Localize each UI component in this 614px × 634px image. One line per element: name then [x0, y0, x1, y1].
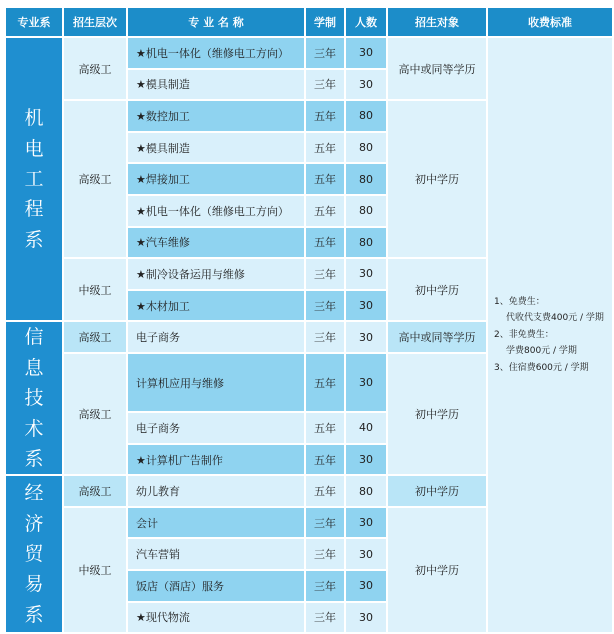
- years-cell: 三年: [306, 291, 344, 321]
- department-name-char: 技: [24, 387, 44, 410]
- major-name-cell: ★模具制造: [128, 70, 304, 100]
- target-cell: 初中学历: [388, 259, 486, 320]
- count-cell: 30: [346, 259, 386, 289]
- table-body: [6, 38, 612, 632]
- level-cell: 中级工: [64, 259, 126, 320]
- count-cell: 30: [346, 603, 386, 633]
- major-name-cell: 汽车营销: [128, 539, 304, 569]
- major-name-cell: ★现代物流: [128, 603, 304, 633]
- major-name-cell: ★模具制造: [128, 133, 304, 163]
- years-cell: 三年: [306, 603, 344, 633]
- level-cell: 高级工: [64, 476, 126, 506]
- years-cell: 五年: [306, 413, 344, 443]
- years-cell: 五年: [306, 445, 344, 475]
- header-level: 招生层次: [64, 8, 126, 36]
- major-name-cell: 幼儿教育: [128, 476, 304, 506]
- years-cell: 三年: [306, 539, 344, 569]
- count-cell: 30: [346, 354, 386, 411]
- admissions-table: [4, 6, 614, 634]
- major-name-cell: ★制冷设备运用与维修: [128, 259, 304, 289]
- department-name-char: 贸: [24, 543, 44, 566]
- fee-line: 学费800元 / 学期: [506, 346, 577, 357]
- major-name-cell: ★数控加工: [128, 101, 304, 131]
- header-target: 招生对象: [388, 8, 486, 36]
- years-cell: 五年: [306, 228, 344, 258]
- department-name-cell: [6, 476, 62, 632]
- department-name-char: 电: [24, 137, 44, 160]
- years-cell: 五年: [306, 164, 344, 194]
- target-cell: 初中学历: [388, 508, 486, 632]
- major-name-cell: 电子商务: [128, 322, 304, 352]
- count-cell: 80: [346, 164, 386, 194]
- major-name-cell: ★焊接加工: [128, 164, 304, 194]
- years-cell: 五年: [306, 476, 344, 506]
- years-cell: 三年: [306, 38, 344, 68]
- department-name-char: 工: [24, 167, 44, 190]
- department-name-char: 系: [24, 228, 44, 251]
- department-name-char: 机: [24, 107, 44, 130]
- years-cell: 五年: [306, 354, 344, 411]
- department-name-char: 信: [24, 326, 44, 349]
- department-name-char: 济: [24, 512, 44, 535]
- department-name-char: 术: [24, 417, 44, 440]
- count-cell: 80: [346, 476, 386, 506]
- major-name-cell: 饭店（酒店）服务: [128, 571, 304, 601]
- target-cell: 初中学历: [388, 476, 486, 506]
- count-cell: 80: [346, 228, 386, 258]
- header-row: [6, 8, 612, 36]
- major-name-cell: ★计算机广告制作: [128, 445, 304, 475]
- years-cell: 三年: [306, 508, 344, 538]
- years-cell: 五年: [306, 101, 344, 131]
- count-cell: 40: [346, 413, 386, 443]
- fee-line: 代收代支费400元 / 学期: [506, 313, 604, 324]
- count-cell: 30: [346, 445, 386, 475]
- major-name-cell: 电子商务: [128, 413, 304, 443]
- major-name-cell: 计算机应用与维修: [128, 354, 304, 411]
- years-cell: 五年: [306, 196, 344, 226]
- header-years: 学制: [306, 8, 344, 36]
- count-cell: 30: [346, 291, 386, 321]
- major-name-cell: 会计: [128, 508, 304, 538]
- count-cell: 30: [346, 539, 386, 569]
- department-name-char: 易: [24, 573, 44, 596]
- level-cell: 高级工: [64, 101, 126, 257]
- fee-line: 1、免费生：: [494, 296, 545, 307]
- major-name-cell: ★木材加工: [128, 291, 304, 321]
- count-cell: 30: [346, 38, 386, 68]
- table-row: [6, 38, 612, 68]
- count-cell: 30: [346, 322, 386, 352]
- count-cell: 30: [346, 70, 386, 100]
- target-cell: 初中学历: [388, 101, 486, 257]
- years-cell: 三年: [306, 322, 344, 352]
- target-cell: 高中或同等学历: [388, 38, 486, 99]
- major-name-cell: ★机电一体化（维修电工方向）: [128, 196, 304, 226]
- header-major: 专 业 名 称: [128, 8, 304, 36]
- level-cell: 中级工: [64, 508, 126, 632]
- years-cell: 五年: [306, 133, 344, 163]
- years-cell: 三年: [306, 259, 344, 289]
- header-count: 人数: [346, 8, 386, 36]
- target-cell: 高中或同等学历: [388, 322, 486, 352]
- department-name-char: 息: [24, 356, 44, 379]
- department-name-char: 经: [24, 482, 44, 505]
- department-name-cell: [6, 38, 62, 320]
- department-name-cell: [6, 322, 62, 474]
- fee-line: 2、非免费生：: [494, 329, 554, 340]
- years-cell: 三年: [306, 571, 344, 601]
- count-cell: 80: [346, 101, 386, 131]
- target-cell: 初中学历: [388, 354, 486, 474]
- department-name-char: 系: [24, 447, 44, 470]
- major-name-cell: ★汽车维修: [128, 228, 304, 258]
- level-cell: 高级工: [64, 354, 126, 474]
- count-cell: 80: [346, 196, 386, 226]
- department-name-char: 系: [24, 603, 44, 626]
- header-fee: 收费标准: [488, 8, 612, 36]
- fee-standard-cell: [488, 38, 612, 632]
- level-cell: 高级工: [64, 322, 126, 352]
- department-name-char: 程: [24, 198, 44, 221]
- header-department: 专业系: [6, 8, 62, 36]
- fee-line: 3、住宿费600元 / 学期: [494, 363, 589, 374]
- count-cell: 80: [346, 133, 386, 163]
- count-cell: 30: [346, 571, 386, 601]
- major-name-cell: ★机电一体化（维修电工方向）: [128, 38, 304, 68]
- count-cell: 30: [346, 508, 386, 538]
- years-cell: 三年: [306, 70, 344, 100]
- level-cell: 高级工: [64, 38, 126, 99]
